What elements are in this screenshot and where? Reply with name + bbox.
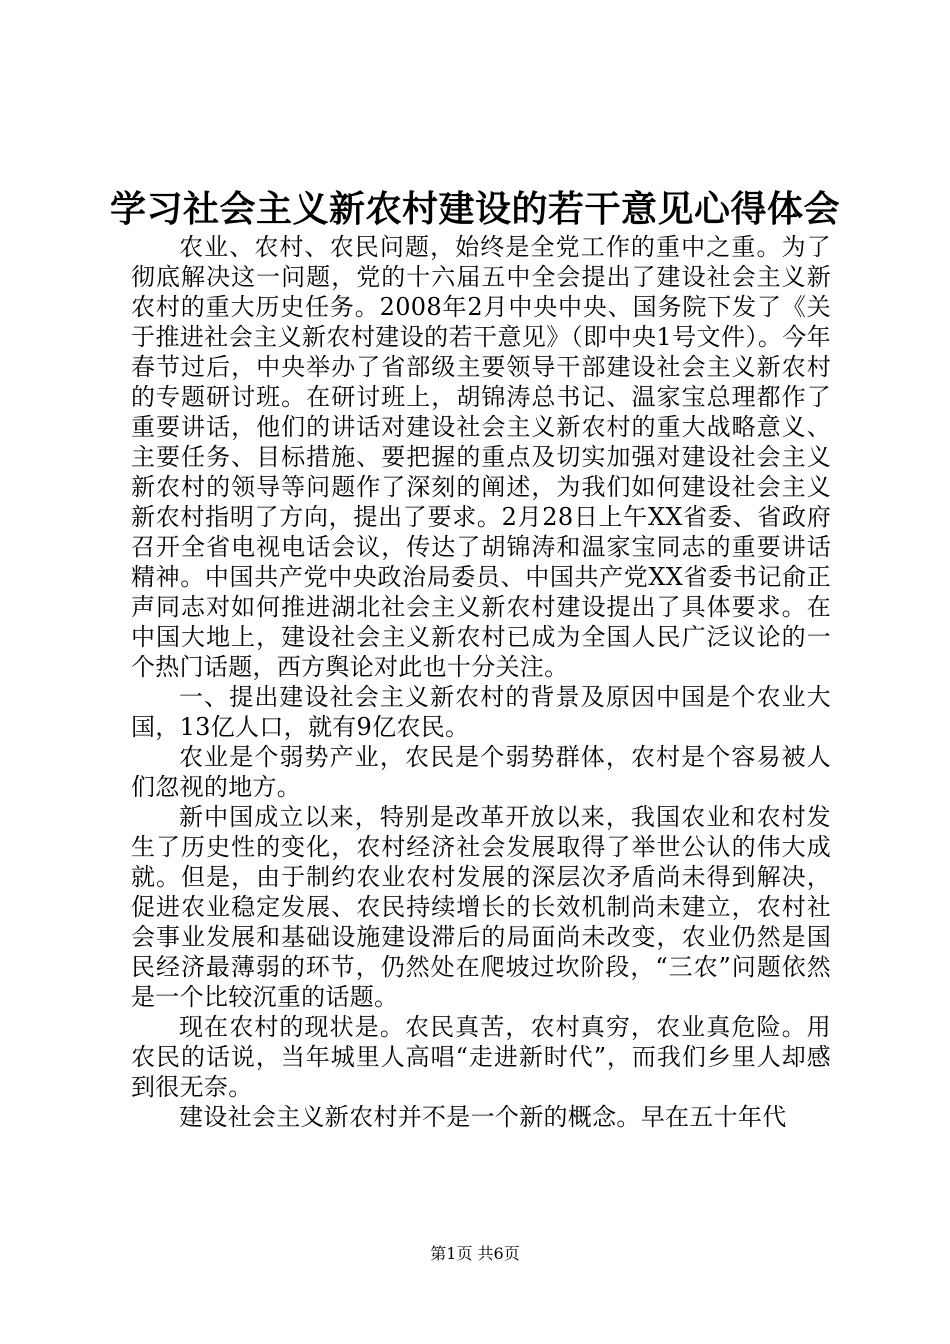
- paragraph: 农业是个弱势产业，农民是个弱势群体，农村是个容易被人们忽视的地方。: [131, 743, 831, 801]
- document-body: [131, 232, 831, 1132]
- page-footer: [0, 1242, 950, 1266]
- document-title: 学习社会主义新农村建设的若干意见心得体会: [109, 188, 840, 230]
- paragraph: 新中国成立以来，特别是改革开放以来，我国农业和农村发生了历史性的变化，农村经济社会发展取得了举世公认的伟大成就。但是，由于制约农业农村发展的深层次矛盾尚未得到解决，促进农业稳定发展、农民持续增长的长效机制尚未建立，农村社会事业发展和基础设施建设滞后的局面尚未改变，农业仍然是国民经济最薄弱的环节，仍然处在爬坡过坎阶段，“三农”问题依然是一个比较沉重的话题。: [131, 803, 831, 1011]
- paragraph: 一、提出建设社会主义新农村的背景及原因中国是个农业大国，13亿人口，就有9亿农民。: [131, 683, 831, 741]
- paragraph: 农业、农村、农民问题，始终是全党工作的重中之重。为了彻底解决这一问题，党的十六届五中全会提出了建设社会主义新农村的重大历史任务。2008年2月中央中央、国务院下发了《关于推进社会主义新农村建设的若干意见》（即中央1号文件）。今年春节过后，中央举办了省部级主要领导干部建设社会主义新农村的专题研讨班。在研讨班上，胡锦涛总书记、温家宝总理都作了重要讲话，他们的讲话对建设社会主义新农村的重大战略意义、主要任务、目标措施、要把握的重点及切实加强对建设社会主义新农村的领导等问题作了深刻的阐述，为我们如何建设社会主义新农村指明了方向，提出了要求。2月28日上午XX省委、省政府召开全省电视电话会议，传达了胡锦涛和温家宝同志的重要讲话精神。中国共产党中央政治局委员、中国共产党XX省委书记俞正声同志对如何推进湖北社会主义新农村建设提出了具体要求。在中国大地上，建设社会主义新农村已成为全国人民广泛议论的一个热门话题，西方舆论对此也十分关注。: [131, 233, 831, 681]
- paragraph: 建设社会主义新农村并不是一个新的概念。早在五十年代: [179, 1103, 787, 1131]
- page-indicator: 第1页 共6页: [430, 1244, 520, 1263]
- paragraph: 现在农村的现状是。农民真苦，农村真穷，农业真危险。用农民的话说，当年城里人高唱“走进新时代”，而我们乡里人却感到很无奈。: [131, 1013, 831, 1101]
